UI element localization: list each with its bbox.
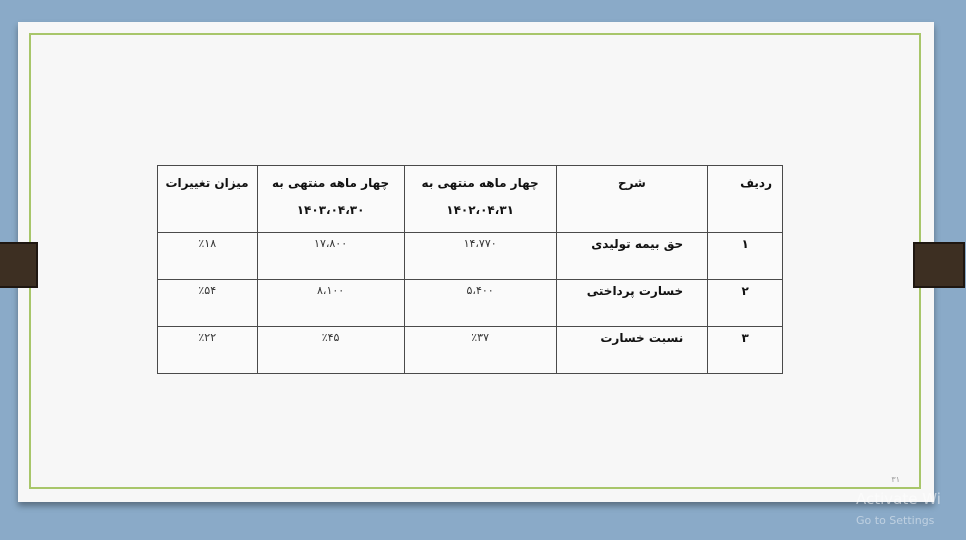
activation-watermark-subtitle: Go to Settings — [856, 514, 935, 527]
table-row — [158, 233, 783, 280]
header-period-1402: چهار ماهه منتهی به ۱۴۰۲،۰۴،۳۱ — [404, 166, 556, 233]
table-row — [158, 327, 783, 374]
cell-row-number: ۱ — [708, 233, 783, 280]
cell-description: حق بیمه تولیدی — [556, 233, 708, 280]
slide — [18, 22, 934, 502]
table-row — [158, 280, 783, 327]
header-row-number: ردیف — [708, 166, 783, 233]
cell-value-1402: ۵،۴۰۰ — [404, 280, 556, 327]
cell-value-1403: ۸،۱۰۰ — [257, 280, 404, 327]
page-number: ۳۱ — [891, 475, 900, 484]
cell-change-rate: ٪۱۸ — [158, 233, 258, 280]
activation-watermark: Activate Wi — [856, 490, 941, 508]
data-table — [157, 165, 783, 374]
previous-slide-tab[interactable] — [0, 242, 38, 288]
cell-value-1402: ۱۴،۷۷۰ — [404, 233, 556, 280]
cell-value-1402: ٪۳۷ — [404, 327, 556, 374]
cell-row-number: ۳ — [708, 327, 783, 374]
next-slide-tab[interactable] — [913, 242, 965, 288]
header-description: شرح — [556, 166, 708, 233]
cell-value-1403: ٪۴۵ — [257, 327, 404, 374]
cell-change-rate: ٪۵۴ — [158, 280, 258, 327]
header-change-rate: میزان تغییرات — [158, 166, 258, 233]
cell-description: نسبت خسارت — [556, 327, 708, 374]
cell-value-1403: ۱۷،۸۰۰ — [257, 233, 404, 280]
cell-row-number: ۲ — [708, 280, 783, 327]
table-header-row — [158, 166, 783, 233]
cell-description: خسارت پرداختی — [556, 280, 708, 327]
header-period-1403: چهار ماهه منتهی به ۱۴۰۳،۰۴،۳۰ — [257, 166, 404, 233]
cell-change-rate: ٪۲۲ — [158, 327, 258, 374]
